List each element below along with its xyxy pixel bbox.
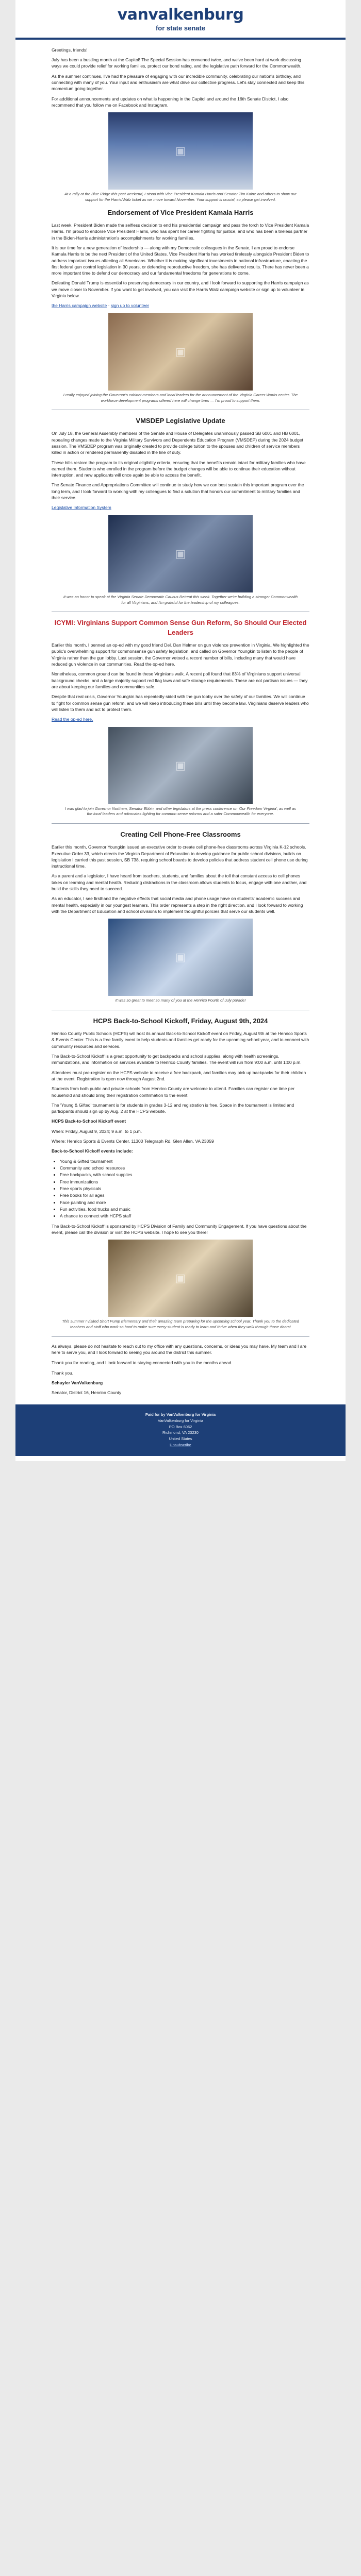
list-item: • Free sports physicals (60, 1185, 309, 1192)
photo-caption: This summer I visited Short Pump Elementary and their amazing team preparing for the upcoming school year. Thank you to the dedicated teachers and staff who work so hard to make sure every student is ready to learn and thrive when they walk through those doors! (62, 1319, 299, 1330)
footer-address-line: United States (169, 1436, 192, 1442)
hcps-paragraph: The Back-to-School Kickoff is a great opportunity to get backpacks and school supplies, along with health screenings, immunizations, and information on services available to Henrico County families. The event will run from 9:00 a.m. until 1:00 p.m. (52, 1053, 302, 1065)
photo-caption: I really enjoyed joining the Governor's cabinet members and local leaders for the announcement of the Virginia Career Works center. The workforce development programs offered here will change lives — I'm proud to support them. (63, 392, 298, 403)
header (15, 0, 346, 40)
content: Greetings, friends! July has been a bustling month at the Capitol! The Special Session has convened twice, and we've been hard at work discussing ways we could provide relief for working families, protect our bond rating, and the legislative path forward for the Commonwealth. As the summer continues, I've had the pleasure of engaging with our incredible community, celebrating our nation's birthday, and connecting with many of you. Your input and enthusiasm are what drive our collective progress. Let's stay connected and keep this momentum going together. For additional announcements and updates on what is happening in the Capitol and around the 16th Senate District, I also recommend that you follow me on Facebook and Instagram. ▣ At a rally at the Blue Ridge this past weekend, I stood with Vice President Kamala Harris and Senator Tim Kaine and others to show our support for the Harris/Walz ticket as we move toward November. Your support is crucial, so please get involved. Endorsement of Vice President Kamala Harris Last week, President Biden made the selfless decision to end his presidential campaign and pass the torch to Vice President Kamala Harris. I'm proud to endorse Vice President Harris, who has spent her career fighting for justice, and who has been a tireless partner in the Biden-Harris administration's accomplishments for working families. It is our time for a new generation of leadership — along with my Democratic colleagues in the Senate, I am proud to endorse Kamala Harris to be the next President of the United States. Vice President Harris has worked tirelessly alongside President Biden to address important issues affecting all Americans. Whether it is making significant investments in national infrastructure, enacting the first federal gun control legislation in 30 years, or defending reproductive freedom, she has delivered results. There has never been a more important time to defend our democracy and our fundamental freedoms for generations to come. Defeating Donald Trump is essential to preserving democracy in our country, and I look forward to supporting the Harris campaign as we move closer to November. If you want to get involved, you can visit the Harris Walz campaign website or sign up to volunteer in Virginia below. the Harris campaign website · sign up to volunteer ▣ I really enjoyed joining the Governor's cabinet members and local leaders for the announcement of the Virginia Career Works center. The workforce development programs offered here will change lives — I'm proud to support them. VMSDEP Legislative Update On July 18, the General Assembly members of the Senate and House of Delegates unanimously passed SB 6001 and HB 6001, repealing changes made to the Virginia Military Survivors and Dependents Education Program (VMSDEP) during the 2024 budget session. The VMSDEP program was originally created to provide college tuition to the spouses and children of service members killed in action or rendered permanently disabled in the line of duty. These bills restore the program to its original eligibility criteria, ensuring that the benefits remain intact for military families who have earned them. Students who enrolled in the program before the budget changes will be able to continue their education without interruption, and new applicants will once again be able to access the benefit. The Senate Finance and Appropriations Committee will continue to study how we can best sustain this important program over the long term, and I look forward to working with my colleagues to find a solution that honors our commitment to military families and their service. Legislative Information System ▣ It was an honor to speak at the Virginia Senate Democratic Caucus Retreat this week. Together we're building a stronger Commonwealth for all Virginians, and I'm grateful for the leadership of my colleagues. ICYMI: Virginians Support Common Sense Gun Reform, So Should Our Elected Leaders Earlier this month, I penned an op-ed with my good friend Del. Dan Helmer on gun violence prevention in Virginia. We highlighted the public's overwhelming support for commonsense gun safety legislation, and called on Governor Youngkin to listen to the people of Virginia rather than the gun lobby. Last session, the Governor vetoed a record number of bills, including many that would have reduced gun violence in our communities. Read the op-ed here. Nonetheless, common ground can be found in these Virginians walk. A recent poll found that 83% of Virginians support universal background checks, and a large majority support red flag laws and safe storage requirements. These are not partisan issues — they are about keeping our families and communities safe. Despite that real crisis, Governor Youngkin has repeatedly sided with the gun lobby over the safety of our families. We will continue to fight for common sense gun reform, and we will keep introducing these bills until they become law. Virginians deserve leaders who will listen to them and act to protect them. Read the op-ed here. ▣ I was glad to join Governor Northam, Senator Ebbin, and other legislators at the press conference on 'Our Freedom Virginia', as well as the local leaders and advocates fighting for common sense reforms and a safer Commonwealth for everyone. Creating Cell Phone-Free Classrooms Earlier this month, Governor Youngkin issued an executive order to create cell phone-free classrooms across Virginia K-12 schools. Executive Order 33, which directs the Virginia Department of Education to develop guidance for public school divisions, builds on legislation I carried this past session, SB 738, requiring school boards to develop policies that address student cell phone use during instructional time. As a parent and a legislator, I have heard from teachers, students, and families about the toll that constant access to cell phones takes on learning and mental health. Reducing distractions in the classroom allows students to focus, engage with one another, and build the skills they need to succeed. As an educator, I see firsthand the negative effects that social media and phone usage have on students' academic success and mental health, especially in our youngest learners. This order represents a step in the right direction, and I look forward to working with the Department of Education and school divisions to implement thoughtful policies that serve our students well. ▣ It was so great to meet so many of you at the Henrico Fourth of July parade! HCPS Back-to-School Kickoff, Friday, August 9th, 2024 Henrico County Public Schools (HCPS) will host its annual Back-to-School Kickoff event on Friday, August 9th at the Henrico Sports & Events Center. This is a free family event to help students and families get ready for the upcoming school year, and to connect with community resources and services. The Back-to-School Kickoff is a great opportunity to get backpacks and school supplies, along with health screenings, immunizations, and information on services available to Henrico County families. The event will run from 9:00 a.m. until 1:00 p.m. Attendees must pre-register on the HCPS website to receive a free backpack, and families may pick up backpacks for their children at the event. Registration is open now through August 2nd. Students from both public and private schools from Henrico County are welcome to attend. Families can register one time per household and should bring their registration confirmation to the event. The 'Young & Gifted' tournament is for students in grades 3-12 and registration is free. Space in the tournament is limited and participants should sign up by Aug. 2 at the HCPS website. HCPS Back-to-School Kickoff event When: Friday, August 9, 2024; 9 a.m. to 1 p.m. Where: Henrico Sports & Events Center, 11300 Telegraph Rd, Glen Allen, VA 23059 Back-to-School Kickoff events include: • Young & Gifted tournament • Community and school resources • Free backpacks, with school supplies • Free immunizations • Free sports physicals • Free books for all ages • Face painting and more • Fun activities, food trucks and music • A chance to connect with HCPS staff The Back-to-School Kickoff is sponsored by HCPS Division of Family and Community Engagement. If you have questions about the event, please call the division or visit the HCPS website. I hope to see you there! ▣ This summer I visited Short Pump Elementary and their amazing team preparing for the upcoming school year. Thank you to the dedicated teachers and staff who work so hard to make sure every student is ready to learn and thrive when they walk through those doors! As always, please do not hesitate to reach out to my office with any questions, concerns, or ideas you may have. My team and I are here to serve you, and I look forward to seeing you around the district this summer. Thank you for reading, and I look forward to staying connected with you in the months ahead. Thank you. Schuyler VanValkenburg Senator, District 16, Henrico County (15, 40, 346, 1396)
greeting: Greetings, friends! (52, 47, 88, 53)
hcps-detail: Where: Henrico Sports & Events Center, 11300 Telegraph Rd, Glen Allen, VA 23059 (52, 1139, 214, 1144)
parade-photo (108, 919, 253, 996)
paid-for-notice: Paid for by VanValkenburg for Virginia (145, 1412, 216, 1417)
list-item: • Fun activities, food trucks and music (60, 1206, 309, 1212)
harris-paragraph: It is our time for a new generation of leadership — along with my Democratic colleagues in the Senate, I am proud to endorse Kamala Harris to be the next President of the United States. Vice President Harris has worked tirelessly alongside President Biden to address important issues affecting all Americans. Whether it is making significant investments in national infrastructure, enacting the first federal gun control legislation in 30 years, or defending reproductive freedom, she has delivered results. There has never been a more important time to defend our democracy and our fundamental freedoms for generations to come. (52, 245, 309, 276)
intro-paragraph: July has been a bustling month at the Capitol! The Special Session has convened twice, and we've been hard at work discussing ways we could provide relief for working families, protect our bond rating, and the legislative path forward for the Commonwealth. (52, 57, 302, 69)
footer-address-line: Richmond, VA 23230 (162, 1430, 199, 1435)
hcps-closing: The Back-to-School Kickoff is sponsored by HCPS Division of Family and Community Engagement. If you have questions about the event, please call the division or visit the HCPS website. I hope to see you there! (52, 1223, 307, 1235)
divider (52, 1336, 309, 1337)
section-title-harris: Endorsement of Vice President Kamala Harris (107, 209, 254, 217)
intro-paragraph: For additional announcements and updates on what is happening in the Capitol and around the 16th Senate District, I also recommend that you follow me on Facebook and Instagram. (52, 96, 289, 108)
image-icon: ▣ (175, 144, 186, 158)
image-icon: ▣ (175, 345, 186, 358)
press-conference-photo (108, 727, 253, 804)
image-icon: ▣ (175, 1272, 186, 1285)
section-title-vmsdep: VMSDEP Legislative Update (136, 417, 225, 425)
brand-tagline: for state senate (155, 24, 206, 32)
hcps-paragraph: The 'Young & Gifted' tournament is for students in grades 3-12 and registration is free. Space in the tournament is limited and participants should sign up by Aug. 2 at the HCPS website. (52, 1102, 294, 1114)
photo-caption: I was glad to join Governor Northam, Senator Ebbin, and other legislators at the press conference on 'Our Freedom Virginia', as well as the local leaders and advocates fighting for common sense reforms and a safer Commonwealth for everyone. (65, 806, 296, 817)
volunteer-link[interactable]: sign up to volunteer (110, 303, 150, 309)
op-ed-link[interactable]: Read the op-ed here. (52, 717, 93, 722)
retreat-photo (108, 515, 253, 592)
list-item: • Community and school resources (60, 1165, 309, 1171)
icymi-paragraph: Nonetheless, common ground can be found in these Virginians walk. A recent poll found that 83% of Virginians support universal background checks, and a large majority support red flag laws and safe storage requirements. These are not partisan issues — they are about keeping our families and communities safe. (52, 671, 308, 690)
school-visit-photo (108, 1240, 253, 1317)
vmsdep-paragraph: On July 18, the General Assembly members of the Senate and House of Delegates unanimously passed SB 6001 and HB 6001, repealing changes made to the Virginia Military Survivors and Dependents Education Program (VMSDEP) during the 2024 budget session. The VMSDEP program was originally created to provide college tuition to the spouses and children of service members killed in action or rendered permanently disabled in the line of duty. (52, 431, 303, 455)
vmsdep-paragraph: The Senate Finance and Appropriations Committee will continue to study how we can best sustain this important program over the long term, and I look forward to working with my colleagues to find a solution that honors our commitment to military families and their service. (52, 482, 304, 501)
harris-paragraph: Last week, President Biden made the selfless decision to end his presidential campaign and pass the torch to Vice President Kamala Harris. I'm proud to endorse Vice President Harris, who has spent her career fighting for justice, and who has been a tireless partner in the Biden-Harris administration's accomplishments for working families. (52, 222, 309, 241)
intro-paragraph: As the summer continues, I've had the pleasure of engaging with our incredible community, celebrating our nation's birthday, and connecting with many of you. Your input and enthusiasm are what drive our collective progress. Let's stay connected and keep this momentum going together. (52, 73, 305, 92)
photo-caption: At a rally at the Blue Ridge this past weekend, I stood with Vice President Kamala Harris and Senator Tim Kaine and others to show our support for the Harris/Walz ticket as we move toward November. Your support is crucial, so please get involved. (64, 192, 297, 202)
icymi-paragraph: Earlier this month, I penned an op-ed with my good friend Del. Dan Helmer on gun violence prevention in Virginia. We highlighted the public's overwhelming support for commonsense gun safety legislation, and called on Governor Youngkin to listen to the people of Virginia rather than the gun lobby. Last session, the Governor vetoed a record number of bills, including many that would have reduced gun violence in our communities. Read the op-ed here. (52, 642, 309, 667)
list-item: • Free books for all ages (60, 1192, 309, 1198)
icymi-paragraph: Despite that real crisis, Governor Youngkin has repeatedly sided with the gun lobby over the safety of our families. We will continue to fight for common sense gun reform, and we will keep introducing these bills until they become law. Virginians deserve leaders who will listen to them and act to protect them. (52, 694, 309, 712)
harris-campaign-link[interactable]: the Harris campaign website (52, 303, 107, 309)
email-body (15, 0, 346, 1461)
photo-caption: It was an honor to speak at the Virginia Senate Democratic Caucus Retreat this week. Together we're building a stronger Commonwealth for all Virginians, and I'm grateful for the leadership of my colleagues. (63, 594, 298, 605)
hcps-detail: When: Friday, August 9, 2024; 9 a.m. to 1 p.m. (52, 1128, 142, 1134)
section-title-phones: Creating Cell Phone-Free Classrooms (120, 831, 241, 839)
harris-paragraph: Defeating Donald Trump is essential to preserving democracy in our country, and I look forward to supporting the Harris campaign as we move closer to November. If you want to get involved, you can visit the Harris Walz campaign website or sign up to volunteer in Virginia below. (52, 280, 309, 299)
list-item: • Free backpacks, with school supplies (60, 1172, 309, 1178)
divider (52, 823, 309, 824)
photo-caption: It was so great to meet so many of you at the Henrico Fourth of July parade! (115, 998, 246, 1003)
campaign-photo (108, 112, 253, 190)
hcps-features-list (60, 1158, 309, 1219)
hcps-details-heading: HCPS Back-to-School Kickoff event (52, 1118, 126, 1124)
section-title-icymi: ICYMI: Virginians Support Common Sense Gun Reform, So Should Our Elected Leaders (54, 619, 307, 637)
signoff: Thank you. (52, 1370, 74, 1376)
list-item: • A chance to connect with HCPS staff (60, 1213, 309, 1219)
hcps-paragraph: Attendees must pre-register on the HCPS website to receive a free backpack, and families may pick up backpacks for their children at the event. Registration is open now through August 2nd. (52, 1070, 306, 1081)
footer-address-line: PO Box 6062 (169, 1424, 192, 1429)
phones-paragraph: Earlier this month, Governor Youngkin issued an executive order to create cell phone-free classrooms across Virginia K-12 schools. Executive Order 33, which directs the Virginia Department of Education to develop guidance for public school divisions, builds on legislation I carried this past session, SB 738, requiring school boards to develop policies that address student cell phone use during instructional time. (52, 844, 308, 869)
list-item: • Face painting and more (60, 1199, 309, 1206)
brand-logo: vanvalkenburg (117, 6, 244, 24)
image-icon: ▣ (175, 758, 186, 772)
footer (15, 1404, 346, 1456)
signature-title: Senator, District 16, Henrico County (52, 1390, 122, 1396)
phones-paragraph: As a parent and a legislator, I have heard from teachers, students, and families about the toll that constant access to cell phones takes on learning and mental health. Reducing distractions in the classroom allows students to focus, engage with one another, and build the skills they need to succeed. (52, 873, 307, 892)
signature-name: Schuyler VanValkenburg (52, 1380, 103, 1386)
footer-address-line: VanValkenburg for Virginia (158, 1418, 203, 1423)
hcps-paragraph: Students from both public and private schools from Henrico County are welcome to attend. Families can register one time per household and should bring their registration confirmation to the event. (52, 1086, 295, 1098)
unsubscribe-link[interactable]: Unsubscribe (170, 1443, 191, 1448)
rally-photo (108, 313, 253, 391)
lis-link[interactable]: Legislative Information System (52, 505, 111, 511)
image-icon: ▣ (175, 951, 186, 964)
hcps-features-heading: Back-to-School Kickoff events include: (52, 1148, 133, 1154)
hcps-paragraph: Henrico County Public Schools (HCPS) will host its annual Back-to-School Kickoff event on Friday, August 9th at the Henrico Sports & Events Center. This is a free family event to help students and families get ready for the upcoming school year, and to connect with community resources and services. (52, 1031, 309, 1049)
outro-paragraph: Thank you for reading, and I look forward to staying connected with you in the months ahead. (52, 1360, 233, 1365)
section-title-hcps: HCPS Back-to-School Kickoff, Friday, August 9th, 2024 (93, 1017, 268, 1025)
vmsdep-paragraph: These bills restore the program to its original eligibility criteria, ensuring that the benefits remain intact for military families who have earned them. Students who enrolled in the program before the budget changes will be able to continue their education without interruption, and new applicants will once again be able to access the benefit. (52, 460, 306, 478)
outro-paragraph: As always, please do not hesitate to reach out to my office with any questions, concerns, or ideas you may have. My team and I are here to serve you, and I look forward to seeing you around the district this summer. (52, 1343, 307, 1355)
list-item: • Young & Gifted tournament (60, 1158, 309, 1164)
list-item: • Free immunizations (60, 1179, 309, 1185)
phones-paragraph: As an educator, I see firsthand the negative effects that social media and phone usage have on students' academic success and mental health, especially in our youngest learners. This order represents a step in the right direction, and I look forward to working with the Department of Education and school divisions to implement thoughtful policies that serve our students well. (52, 896, 303, 914)
image-icon: ▣ (175, 547, 186, 560)
